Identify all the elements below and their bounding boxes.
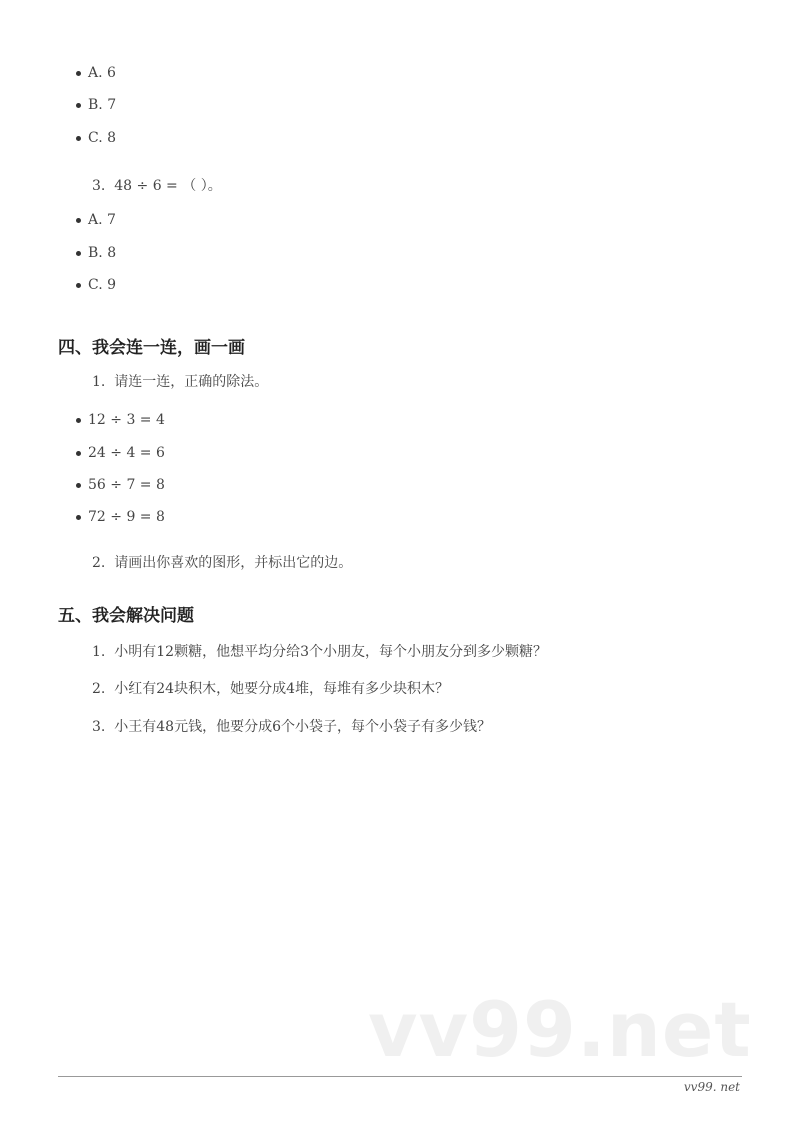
- watermark: vv99.net: [368, 985, 752, 1074]
- equation-item: 56 ÷ 7 = 8: [76, 476, 165, 494]
- option: B. 8: [76, 244, 116, 262]
- equation-item: 12 ÷ 3 = 4: [76, 411, 165, 429]
- option: A. 7: [76, 211, 116, 229]
- equation-item: 24 ÷ 4 = 6: [76, 444, 165, 462]
- option: C. 9: [76, 276, 116, 294]
- section-heading: 五、我会解决问题: [58, 606, 194, 626]
- question: 3. 小王有48元钱，他要分成6个小袋子，每个小袋子有多少钱？: [92, 719, 491, 735]
- option: C. 8: [76, 129, 116, 147]
- section-heading: 四、我会连一连，画一画: [58, 338, 245, 358]
- footer-divider: [58, 1076, 742, 1077]
- question: 2. 请画出你喜欢的图形，并标出它的边。: [92, 555, 353, 571]
- equation-item: 72 ÷ 9 = 8: [76, 508, 165, 526]
- option: A. 6: [76, 64, 116, 82]
- option: B. 7: [76, 96, 116, 114]
- footer-text: vv99. net: [683, 1080, 740, 1094]
- question: 1. 请连一连，正确的除法。: [92, 374, 269, 390]
- question: 1. 小明有12颗糖，他想平均分给3个小朋友，每个小朋友分到多少颗糖？: [92, 644, 547, 660]
- question: 3. 48 ÷ 6 = （ ）。: [92, 178, 222, 194]
- question: 2. 小红有24块积木，她要分成4堆，每堆有多少块积木？: [92, 681, 449, 697]
